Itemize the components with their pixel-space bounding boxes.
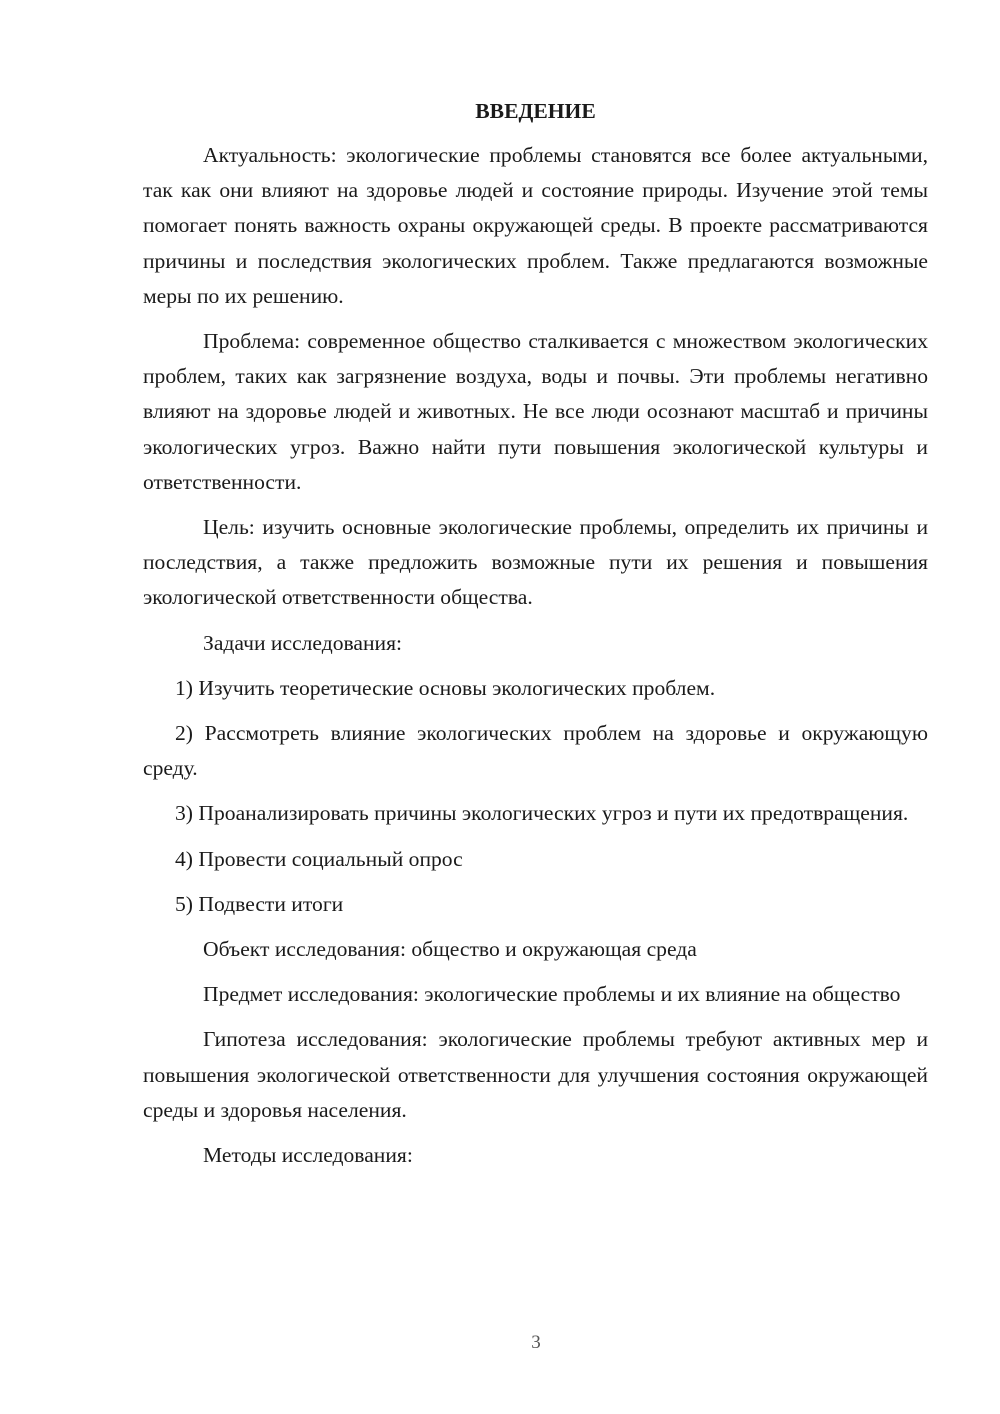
- paragraph-goal: Цель: изучить основные экологические проблемы, определить их причины и последствия, а также предложить возможные пути их решения и повышения экологической ответственности общества.: [143, 515, 928, 610]
- paragraph-problem: Проблема: современное общество сталкивается с множеством экологических проблем, таких как загрязнение воздуха, воды и почвы. Эти проблемы негативно влияют на здоровье людей и животных. Не все люди осознают масштаб и причины экологических угроз. Важно найти пути повышения экологической культуры и ответственности.: [143, 329, 928, 494]
- paragraph-hypothesis: Гипотеза исследования: экологические проблемы требуют активных мер и повышения экологической ответственности для улучшения состояния окружающей среды и здоровья населения.: [143, 1027, 928, 1122]
- task-item-1: 1) Изучить теоретические основы экологических проблем.: [175, 675, 716, 700]
- task-item-4: 4) Провести социальный опрос: [175, 846, 463, 871]
- task-item-2: 2) Рассмотреть влияние экологических проблем на здоровье и окружающую среду.: [143, 721, 928, 781]
- task-item-5: 5) Подвести итоги: [175, 891, 344, 916]
- paragraph-methods: Методы исследования:: [203, 1143, 413, 1168]
- page-number: 3: [531, 1332, 541, 1353]
- paragraph-subject: Предмет исследования: экологические проблемы и их влияние на общество: [203, 982, 901, 1007]
- paragraph-relevance: Актуальность: экологические проблемы становятся все более актуальными, так как они влияют на здоровье людей и состояние природы. Изучение этой темы помогает понять важность охраны окружающей среды. В проекте рассматриваются причины и последствия экологических проблем. Также предлагаются возможные меры по их решению.: [143, 143, 928, 308]
- task-item-3: 3) Проанализировать причины экологических угроз и пути их предотвращения.: [175, 801, 909, 826]
- page-heading: ВВЕДЕНИЕ: [475, 99, 596, 123]
- page-content: [143, 94, 928, 1183]
- paragraph-object: Объект исследования: общество и окружающая среда: [203, 937, 697, 962]
- paragraph-tasks-intro: Задачи исследования:: [203, 630, 403, 655]
